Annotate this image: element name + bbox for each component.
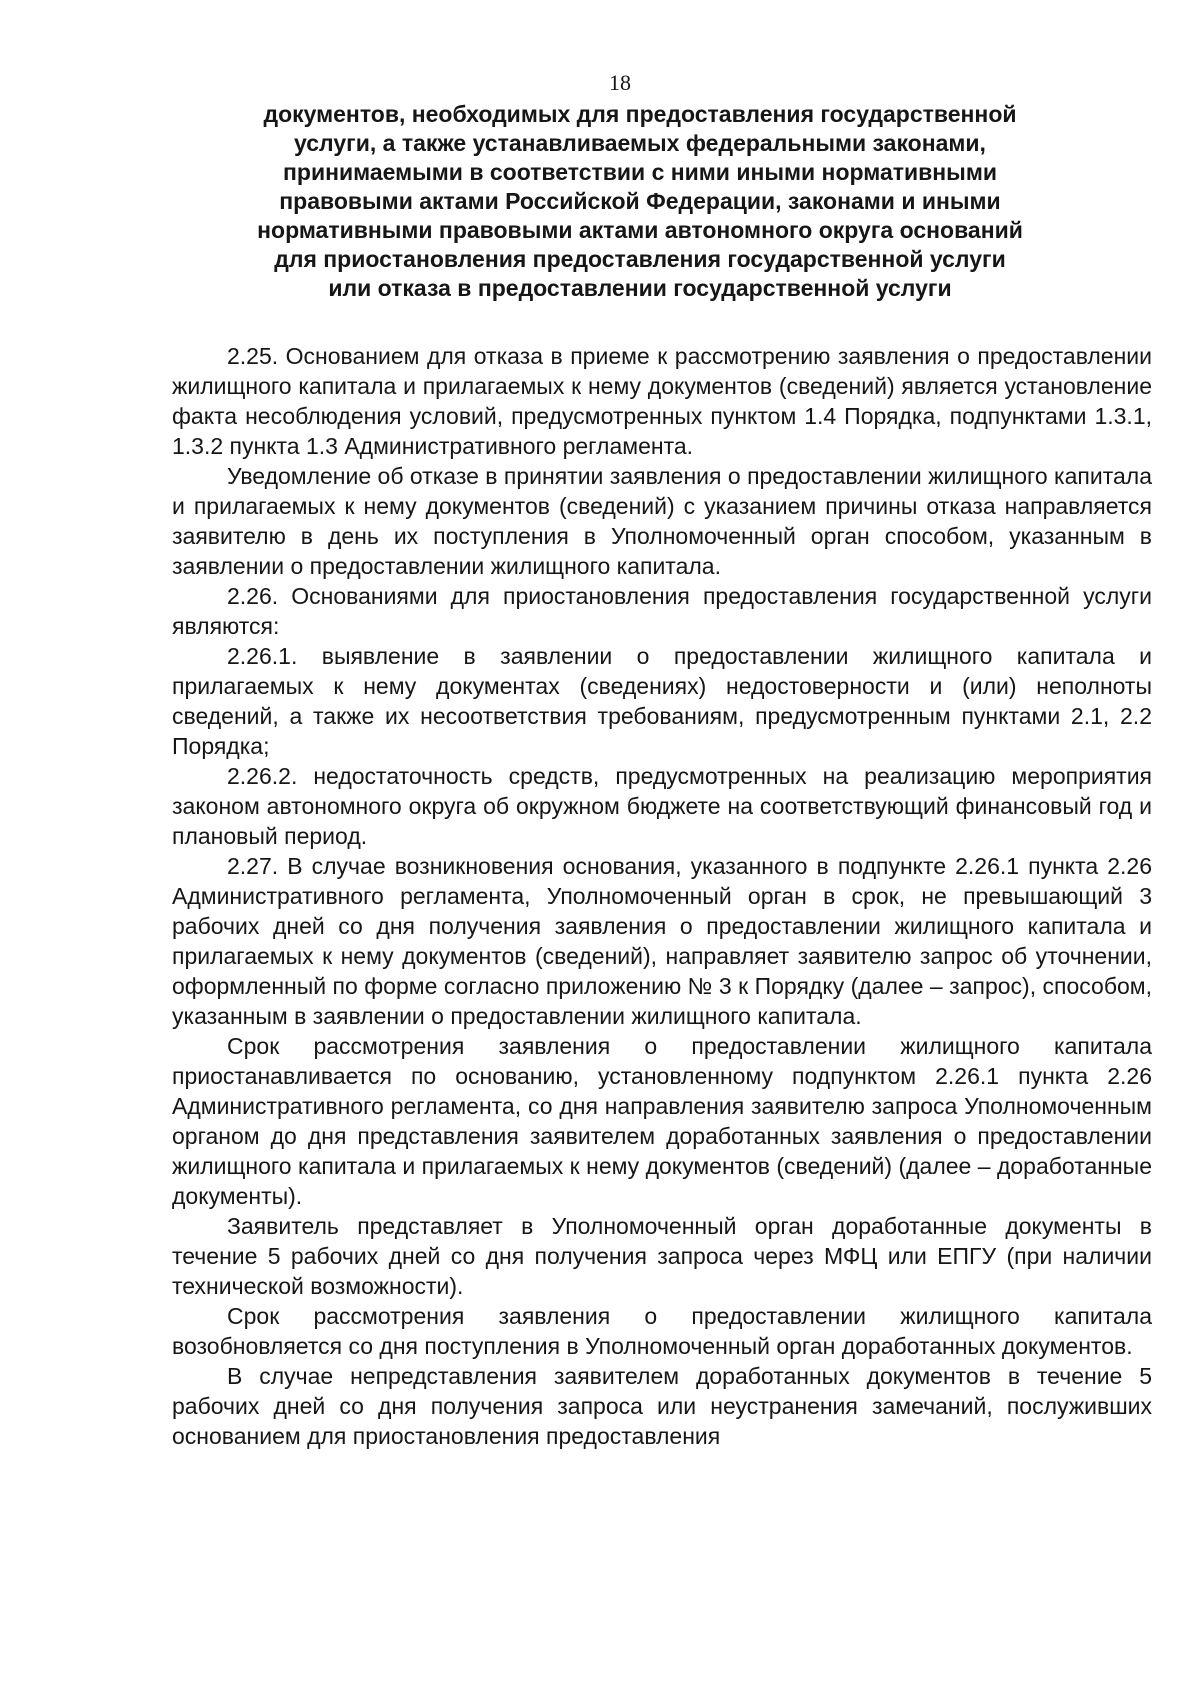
paragraph-2-25: 2.25. Основанием для отказа в приеме к рассмотрению заявления о предоставлении жилищного капитала и прилагаемых к нему документов (сведений) является установление факта несоблюдения условий, предусмотренных пунктом 1.4 Порядка, подпунктами 1.3.1, 1.3.2 пункта 1.3 Административного регламента. <box>172 343 1152 459</box>
paragraph-2-26-2: 2.26.2. недостаточность средств, предусмотренных на реализацию мероприятия законом автономного округа об окружном бюджете на соответствующий финансовый год и плановый период. <box>172 763 1152 849</box>
heading-line: нормативными правовыми актами автономного округа оснований <box>257 217 1023 243</box>
paragraph-refusal-notice: Уведомление об отказе в принятии заявления о предоставлении жилищного капитала и прилагаемых к нему документов (сведений) с указанием причины отказа направляется заявителю в день их поступления в Уполномоченный орган способом, указанным в заявлении о предоставлении жилищного капитала. <box>172 463 1152 579</box>
heading-line: принимаемыми в соответствии с ними иными нормативными <box>283 159 997 185</box>
heading-line: правовыми актами Российской Федерации, законами и иными <box>279 188 1001 214</box>
paragraph-2-26: 2.26. Основаниями для приостановления предоставления государственной услуги являются: <box>172 583 1152 639</box>
paragraph-2-27: 2.27. В случае возникновения основания, указанного в подпункте 2.26.1 пункта 2.26 Административного регламента, Уполномоченный орган в срок, не превышающий 3 рабочих дней со дня получения заявления о предоставлении жилищного капитала и прилагаемых к нему документов (сведений), направляет заявителю запрос об уточнении, оформленный по форме согласно приложению № 3 к Порядку (далее – запрос), способом, указанным в заявлении о предоставлении жилищного капитала. <box>172 853 1152 1029</box>
paragraph-applicant-submission: Заявитель представляет в Уполномоченный орган доработанные документы в течение 5 рабочих дней со дня получения запроса через МФЦ или ЕПГУ (при наличии технической возможности). <box>172 1213 1152 1299</box>
heading-line: услуги, а также устанавливаемых федеральными законами, <box>294 130 986 156</box>
paragraph-resumption-term: Срок рассмотрения заявления о предоставлении жилищного капитала возобновляется со дня поступления в Уполномоченный орган доработанных документов. <box>172 1303 1152 1359</box>
section-heading <box>200 100 1080 303</box>
document-body <box>172 341 1152 1451</box>
heading-line: или отказа в предоставлении государственной услуги <box>328 275 952 301</box>
heading-line: документов, необходимых для предоставления государственной <box>263 101 1017 127</box>
page-number: 18 <box>609 70 631 95</box>
paragraph-2-26-1: 2.26.1. выявление в заявлении о предоставлении жилищного капитала и прилагаемых к нему документах (сведениях) недостоверности и (или) неполноты сведений, а также их несоответствия требованиям, предусмотренным пунктами 2.1, 2.2 Порядка; <box>172 643 1152 759</box>
paragraph-non-submission: В случае непредставления заявителем доработанных документов в течение 5 рабочих дней со дня получения запроса или неустранения замечаний, послуживших основанием для приостановления предоставления <box>172 1363 1152 1449</box>
heading-line: для приостановления предоставления государственной услуги <box>274 246 1006 272</box>
paragraph-suspension-term: Срок рассмотрения заявления о предоставлении жилищного капитала приостанавливается по основанию, установленному подпунктом 2.26.1 пункта 2.26 Административного регламента, со дня направления заявителю запроса Уполномоченным органом до дня представления заявителем доработанных заявления о предоставлении жилищного капитала и прилагаемых к нему документов (сведений) (далее – доработанные документы). <box>172 1033 1152 1209</box>
